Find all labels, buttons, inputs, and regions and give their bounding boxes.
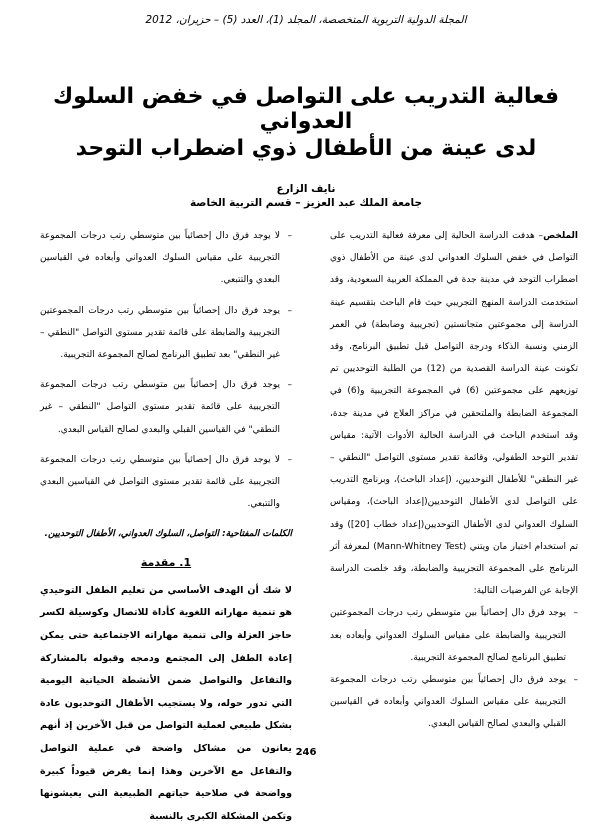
hypothesis-bullet: – يوجد فرق دال إحصائياً بين متوسطي رتب درجات المجموعة التجريبية على مقياس السلوك العدواني وأبعاده في القياسين القبلي والبعدي لصالح القياس البعدي. <box>330 669 578 736</box>
author-affiliation: جامعة الملك عبد العزيز – قسم التربية الخاصة <box>189 197 423 209</box>
hypothesis-bullet: – لا يوجد فرق دال إحصائياً بين متوسطي رتب درجات المجموعة التجريبية على قائمة تقدير مستوى التواصل في القياسين البعدي والتتبعي. <box>40 449 292 516</box>
paper-title-line-1: فعالية التدريب على التواصل في خفض السلوك العدواني <box>52 84 560 134</box>
abstract-text: – هدفت الدراسة الحالية إلى معرفة فعالية التدريب على التواصل في خفض السلوك العدواني لدى عينة من الأطفال ذوي اضطراب التوحد في مدينة جدة في المملكة العربية السعودية، وقد استخدمت الدراسة المنهج التجريبي حيث قام الباحث بتقسيم عينة الدراسة إلى مجموعتين متجانستين (تجريبية وضابطة) في العمر الزمني ونسبة الذكاء ودرجة التواصل قبل تطبيق البرنامج، وقد تكونت عينة الدراسة القصدية من (12) من الطلبة التوحديين تم توزيعهم على مجموعتين (6) في المجموعة التجريبية و(6) في المجموعة الضابطة والملتحقين في مراكز العلاج في مدينة جدة، وقد استخدم الباحث في الدراسة الحالية الأدوات الآتية: مقياس تقدير التوحد الطفولي، وقائمة تقدير مستوى التواصل "النطقي –غير النطقي" للأطفال التوحديين، (إعداد الباحث)، وبرنامج التدريب على التواصل لدى الأطفال التوحديين(إعداد الباحث)، ومقياس السلوك العدواني لدى الأطفال التوحديين(إعداد خطاب [20]) وقد تم استخدام اختبار مان ويتني (Mann-Whitney Test) لمعرفة أثر البرنامج على المجموعة التجريبية والضابطة، وقد خلصت الدراسة الإجابة عن الفرضيات التالية: <box>330 231 578 597</box>
page-number: 246 <box>295 747 317 758</box>
author-block <box>150 182 462 210</box>
author-name: نايف الزارع <box>276 183 336 195</box>
left-column <box>40 225 292 828</box>
abstract-paragraph <box>330 225 578 602</box>
hypothesis-bullet: – يوجد فرق دال إحصائياً بين متوسطي رتب درجات المجموعتين التجريبية والضابطة على مقياس السلوك العدواني وأبعاده بعد تطبيق البرنامج لصالح المجموعة التجريبية. <box>330 602 578 669</box>
abstract-label: الملخص <box>543 231 578 241</box>
hypothesis-bullet: – يوجد فرق دال إحصائياً بين متوسطي رتب درجات المجموعتين التجريبية والضابطة على قائمة تقدير مستوى التواصل "النطقي – غير النطقي" بعد تطبيق البرنامج لصالح المجموعة التجريبية. <box>40 300 292 367</box>
keywords: الكلمات المفتاحية: التواصل، السلوك العدواني، الأطفال التوحديين. <box>44 529 292 540</box>
introduction-paragraph: لا شك أن الهدف الأساسي من تعليم الطفل التوحيدي هو تنمية مهاراته اللغوية كأداة للاتصال وكوسيلة لكسر حاجز العزلة والى تنمية مهاراته الاجتماعية حتى يمكن إعادة الطفل إلى المجتمع ودمجه وقبوله بالمشاركة والتفاعل والتواصل ضمن الأنشطة الحياتية اليومية التي تدور حوله، ولا يستجيب الأطفال التوحديون عادة بشكل طبيعي لعملية التواصل من قبل الآخرين إذ أنهم يعانون من مشاكل واضحة في عملية التواصل والتفاعل مع الآخرين وهذا إنما يفرض قيوداً كبيرة وواضحة في صلاحية حياتهم الطبيعية التي يعيشونها وتكمن المشكلة الكبرى بالنسبة <box>40 584 292 822</box>
paper-title-line-2: لدى عينة من الأطفال ذوي اضطراب التوحد <box>75 136 537 161</box>
right-column <box>330 225 578 736</box>
journal-header: المجلة الدولية التربوية المتخصصة، المجلد (1)، العدد (5) – حزيران، 2012 <box>145 14 467 26</box>
section-heading-introduction: 1. مقدمة <box>140 555 192 569</box>
hypothesis-bullet: – لا يوجد فرق دال إحصائياً بين متوسطي رتب درجات المجموعة التجريبية على مقياس السلوك العدواني وأبعاده في القياسين البعدي والتتبعي. <box>40 225 292 292</box>
hypothesis-bullet: – يوجد فرق دال إحصائياً بين متوسطي رتب درجات المجموعة التجريبية على قائمة تقدير مستوى التواصل "النطقي – غير النطقي" في القياسين القبلي والبعدي لصالح القياس البعدي. <box>40 374 292 441</box>
